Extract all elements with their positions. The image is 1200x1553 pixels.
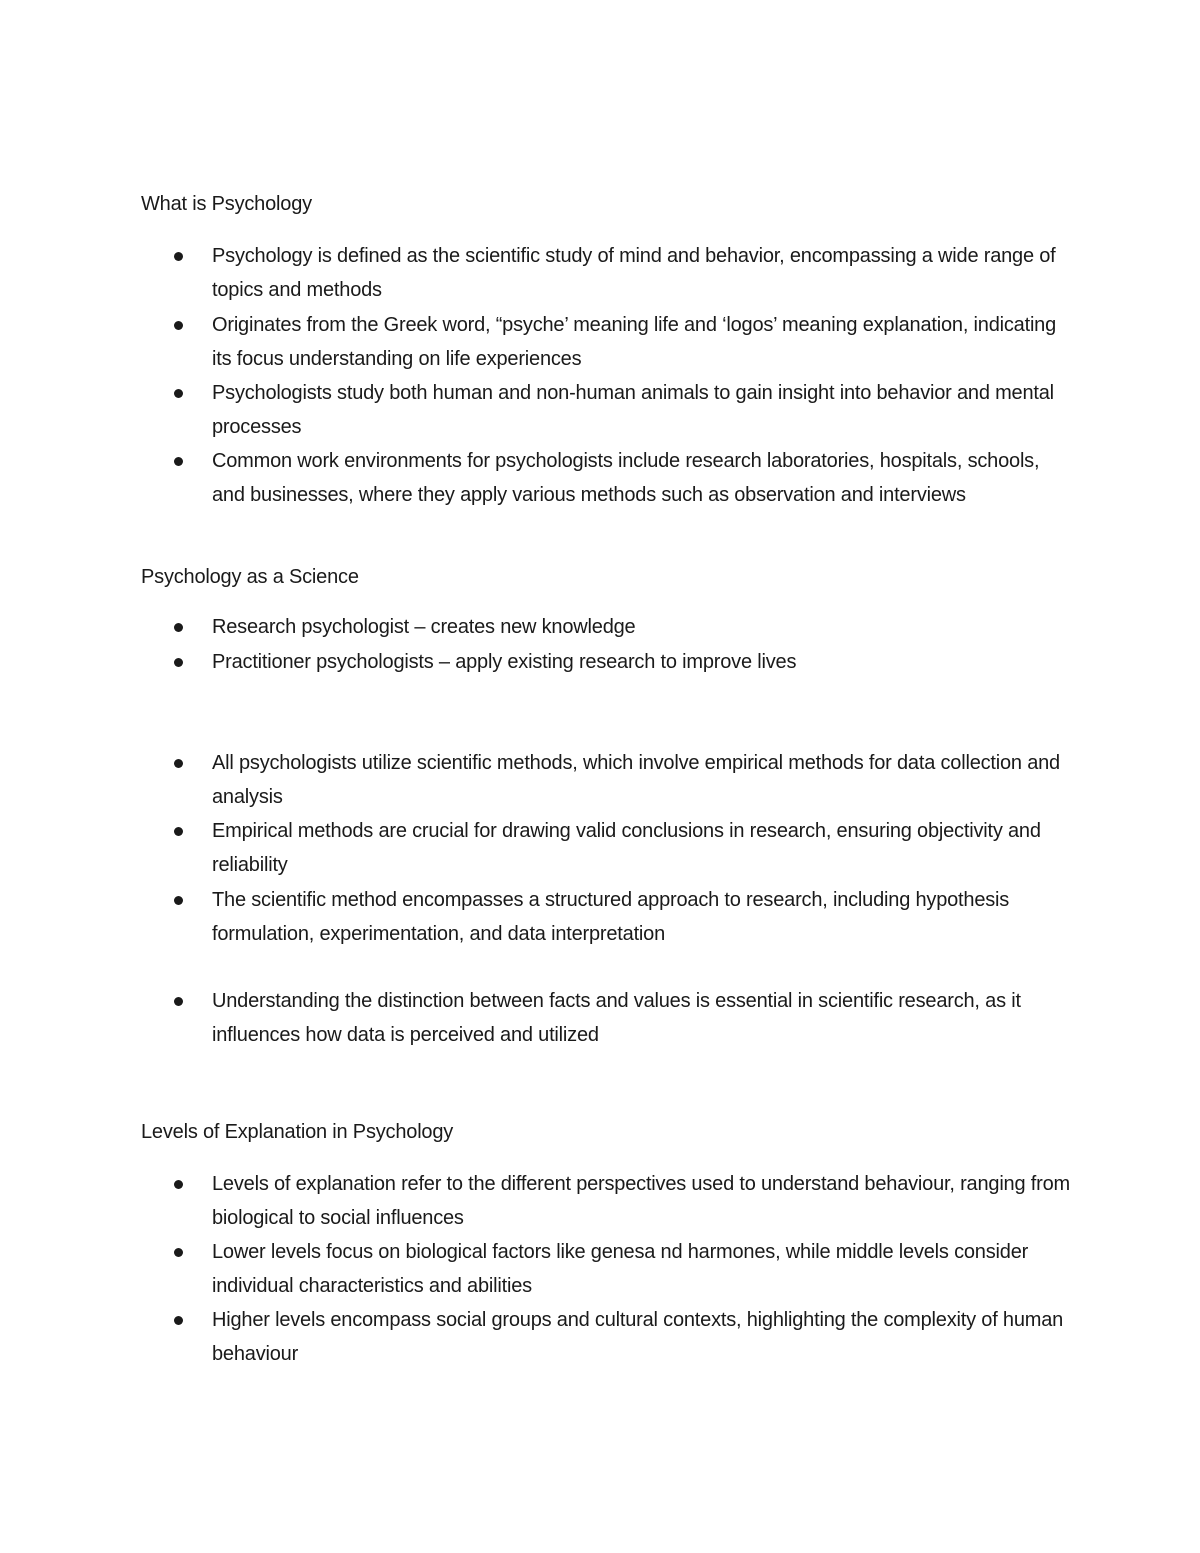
list-item-text: Originates from the Greek word, “psyche’ meaning life and ‘logos’ meaning explanation, indicating its focus understanding on life experiences [212,314,1057,370]
list-item [212,814,1072,882]
bullet-icon [174,658,183,667]
bullet-icon [174,1180,183,1189]
bullet-icon [174,759,183,768]
bullet-icon [174,321,183,330]
bullet-icon [174,1248,183,1257]
list-item [212,444,1072,512]
list-item-text: Psychology is defined as the scientific study of mind and behavior, encompassing a wide range of topics and methods [212,245,1056,301]
bullet-icon [174,457,183,466]
list-item-text: Psychologists study both human and non-human animals to gain insight into behavior and mental processes [212,382,1054,438]
list-item [212,1303,1072,1371]
list-item [212,376,1072,444]
bullet-icon [174,623,183,632]
section-heading-what-is-psychology: What is Psychology [141,193,312,215]
list-item-text: Higher levels encompass social groups and cultural contexts, highlighting the complexity of human behaviour [212,1309,1064,1365]
list-item [212,645,1072,679]
bullet-icon [174,252,183,261]
list-item [212,1235,1072,1303]
list-item [212,610,1072,644]
list-item [212,883,1072,951]
list-item-text: Levels of explanation refer to the different perspectives used to understand behaviour, ranging from biological to social influences [212,1173,1070,1229]
section-heading-psychology-as-a-science: Psychology as a Science [141,566,359,588]
list-item [212,239,1072,307]
list-item-text: Practitioner psychologists – apply existing research to improve lives [212,651,797,673]
list-item-text: Empirical methods are crucial for drawing valid conclusions in research, ensuring objectivity and reliability [212,820,1041,876]
list-item [212,746,1072,814]
bullet-icon [174,827,183,836]
list-item [212,308,1072,376]
list-item-text: Research psychologist – creates new knowledge [212,616,636,638]
bullet-icon [174,389,183,398]
list-item-text: Common work environments for psychologists include research laboratories, hospitals, schools, and businesses, where they apply various methods such as observation and interviews [212,450,1040,506]
list-item [212,1167,1072,1235]
list-item-text: The scientific method encompasses a structured approach to research, including hypothesis formulation, experimentation, and data interpretation [212,889,1010,945]
list-item-text: Understanding the distinction between facts and values is essential in scientific research, as it influences how data is perceived and utilized [212,990,1021,1046]
bullet-icon [174,1316,183,1325]
list-item-text: All psychologists utilize scientific methods, which involve empirical methods for data collection and analysis [212,752,1060,808]
section-heading-levels-of-explanation: Levels of Explanation in Psychology [141,1121,454,1143]
list-item [212,984,1072,1052]
bullet-icon [174,997,183,1006]
list-item-text: Lower levels focus on biological factors like genesa nd harmones, while middle levels consider individual characteristics and abilities [212,1241,1029,1297]
bullet-icon [174,896,183,905]
